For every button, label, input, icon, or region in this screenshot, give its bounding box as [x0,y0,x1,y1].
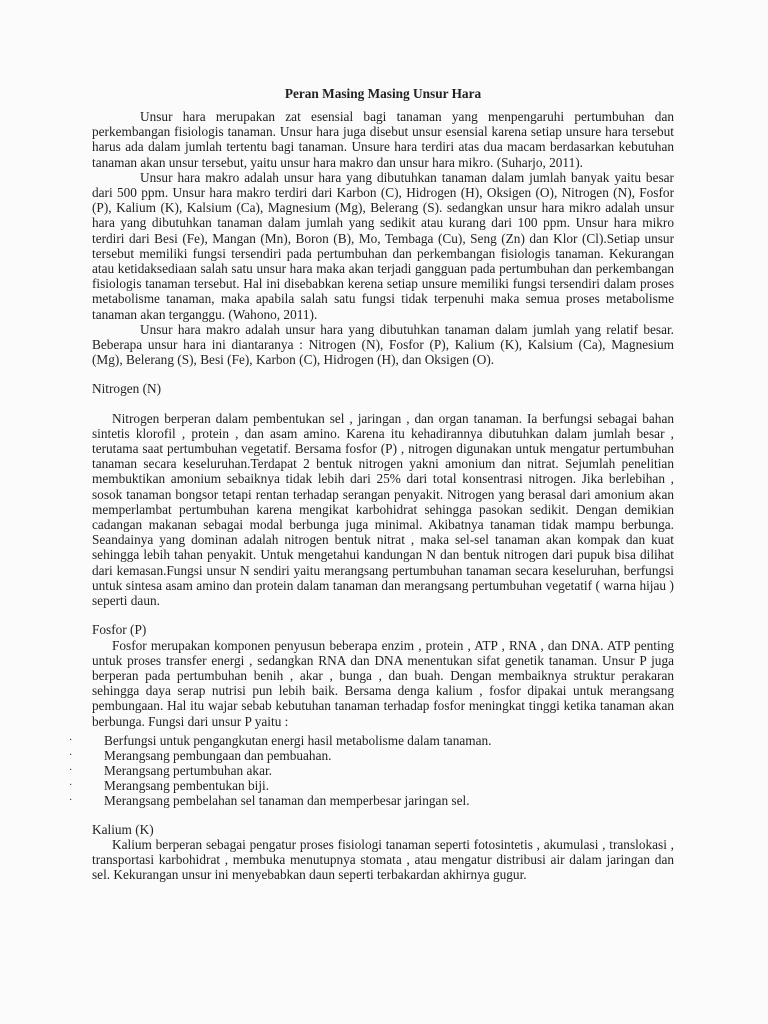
intro-paragraph-1: Unsur hara merupakan zat esensial bagi tanaman yang menpengaruhi pertumbuhan dan perkembangan fisiologis tanaman. Unsur hara juga disebut unsur esensial karena setiap unsure hara tersebut harus ada dalam jumlah tertentu bagi tanaman. Unsure hara terdiri atas dua macam berdasarkan kebutuhan tanaman akan unsur tersebut, yaitu unsur hara makro dan unsur hara mikro. (Suharjo, 2011). [92,109,674,170]
document-body [69,86,674,883]
intro-paragraph-2: Unsur hara makro adalah unsur hara yang dibutuhkan tanaman dalam jumlah banyak yaitu besar dari 500 ppm. Unsur hara makro terdiri dari Karbon (C), Hidrogen (H), Oksigen (O), Nitrogen (N), Fosfor (P), Kalium (K), Kalsium (Ca), Magnesium (Mg), Belerang (S). sedangkan unsur hara mikro adalah unsur hara yang dibutuhkan tanaman dalam jumlah yang sedikit atau kurang dari 100 ppm. Unsur hara mikro terdiri dari Besi (Fe), Mangan (Mn), Boron (B), Mo, Tembaga (Cu), Seng (Zn) dan Klor (Cl).Setiap unsur tersebut memiliki fungsi tersendiri pada pertumbuhan dan perkembangan fisiologis tanaman. Kekurangan atau ketidaksediaan salah satu unsur hara maka akan terjadi gangguan pada pertumbuhan dan perkembangan fisiologis tanaman tersebut. Hal ini disebabkan kerena setiap unsure memiliki fungsi tersendiri dalam proses metabolisme tanaman, maka apabila salah satu fungsi tidak terpenuhi maka semua proses metabolisme tanaman akan terganggu. (Wahono, 2011). [92,169,674,322]
nitrogen-paragraph: Nitrogen berperan dalam pembentukan sel , jaringan , dan organ tanaman. Ia berfungsi sebagai bahan sintetis klorofil , protein , dan asam amino. Karena itu kehadirannya dibutuhkan dalam jumlah besar , terutama saat pertumbuhan vegetatif. Bersama fosfor (P) , nitrogen digunakan untuk mengatur pertumbuhan tanaman secara keseluruhan.Terdapat 2 bentuk nitrogen yakni amonium dan nitrat. Sejumlah penelitian membuktikan amonium sebaiknya tidak lebih dari 25% dari total konsentrasi nitrogen. Jika berlebihan , sosok tanaman bongsor tetapi rentan terhadap serangan penyakit. Nitrogen yang berasal dari amonium akan memperlambat pertumbuhan karena mengikat karbohidrat sehingga pasokan sedikit. Dengan demikian cadangan makanan sebagai modal berbunga juga minimal. Akibatnya tanaman tidak mampu berbunga. Seandainya yang dominan adalah nitrogen bentuk nitrat , maka sel-sel tanaman akan kompak dan kuat sehingga lebih tahan penyakit. Untuk mengetahui kandungan N dan bentuk nitrogen dari pupuk bisa dilihat dari kemasan.Fungsi unsur N sendiri yaitu merangsang pertumbuhan tanaman secara keseluruhan, berfungsi untuk sintesa asam amino dan protein dalam tanaman dan merangsang pertumbuhan vegetatif ( warna hijau ) seperti daun. [92,410,674,609]
bullet-icon: · [69,764,73,776]
intro-paragraph-3: Unsur hara makro adalah unsur hara yang dibutuhkan tanaman dalam jumlah yang relatif besar. Beberapa unsur hara ini diantaranya : Nitrogen (N), Fosfor (P), Kalium (K), Kalsium (Ca), Magnesium (Mg), Belerang (S), Besi (Fe), Karbon (C), Hidrogen (H), dan Oksigen (O). [92,321,674,368]
kalium-paragraph: Kalium berperan sebagai pengatur proses fisiologi tanaman seperti fotosintetis , akumulasi , translokasi , transportasi karbohidrat , membuka menutupnya stomata , atau mengatur distribusi air dalam jaringan dan sel. Kekurangan unsur ini menyebabkan daun seperti terbakardan akhirnya gugur. [92,836,674,883]
document-title: Peran Masing Masing Unsur Hara [284,86,482,101]
list-item: · Merangsang pembungaan dan pembuahan. [69,747,332,763]
list-item: · Merangsang pertumbuhan akar. [69,762,273,778]
nitrogen-heading: Nitrogen (N) [92,381,162,397]
list-item: · Merangsang pembelahan sel tanaman dan memperbesar jaringan sel. [69,792,470,808]
bullet-icon: · [69,734,73,746]
fosfor-paragraph: Fosfor merupakan komponen penyusun beberapa enzim , protein , ATP , RNA , dan DNA. ATP penting untuk proses transfer energi , sedangkan RNA dan DNA menentukan sifat genetik tanaman. Unsur P juga berperan pada pertumbuhan benih , akar , bunga , dan buah. Dengan membaiknya struktur perakaran sehingga daya serap nutrisi pun lebih baik. Bersama denga kalium , fosfor dipakai untuk merangsang pembungaan. Hal itu wajar sebab kebutuhan tanaman terhadap fosfor meningkat tinggi ketika tanaman akan berbunga. Fungsi dari unsur P yaitu : [92,637,674,729]
fosfor-function-list [69,732,674,808]
list-item: · Berfungsi untuk pengangkutan energi hasil metabolisme dalam tanaman. [69,732,492,748]
fosfor-heading: Fosfor (P) [92,622,147,638]
kalium-heading: Kalium (K) [92,821,154,837]
list-item: · Merangsang pembentukan biji. [69,777,270,793]
bullet-icon: · [69,749,73,761]
bullet-icon: · [69,794,73,806]
bullet-icon: · [69,779,73,791]
